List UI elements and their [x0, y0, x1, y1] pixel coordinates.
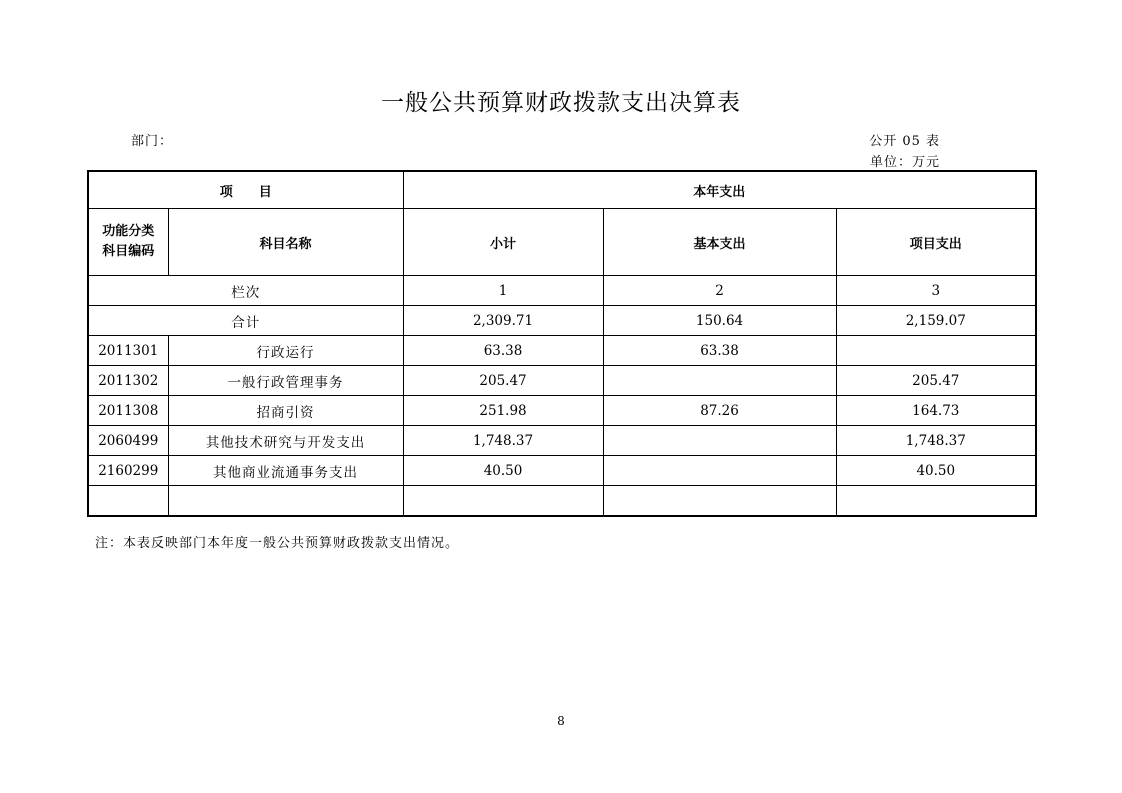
row-project: [836, 336, 1036, 366]
department-label: 部门：: [131, 134, 174, 149]
row-basic: [603, 456, 836, 486]
row-subtotal: 40.50: [403, 456, 603, 486]
header-subject-name: 科目名称: [168, 209, 403, 276]
table-row: [88, 336, 1036, 366]
total-label: 合计: [88, 306, 403, 336]
table-row: [88, 426, 1036, 456]
header-current-year: 本年支出: [403, 171, 1036, 209]
row-basic: [603, 486, 836, 517]
total-row: [88, 306, 1036, 336]
row-code: 2011308: [88, 396, 168, 426]
header-func-code: [88, 209, 168, 276]
total-basic: 150.64: [603, 306, 836, 336]
row-subtotal: 1,748.37: [403, 426, 603, 456]
row-name: 其他商业流通事务支出: [168, 456, 403, 486]
row-name: [168, 486, 403, 517]
total-subtotal: 2,309.71: [403, 306, 603, 336]
row-project: [836, 486, 1036, 517]
header-row-2: [88, 209, 1036, 276]
column-number-3: 3: [836, 276, 1036, 306]
table-row: [88, 396, 1036, 426]
row-project: 205.47: [836, 366, 1036, 396]
header-row-1: [88, 171, 1036, 209]
row-project: 164.73: [836, 396, 1036, 426]
header-basic: 基本支出: [603, 209, 836, 276]
row-code: 2011301: [88, 336, 168, 366]
row-code: 2060499: [88, 426, 168, 456]
page-title: 一般公共预算财政拨款支出决算表: [381, 90, 741, 116]
row-name: 招商引资: [168, 396, 403, 426]
column-number-row: [88, 276, 1036, 306]
row-subtotal: [403, 486, 603, 517]
page-number: 8: [557, 714, 565, 728]
row-subtotal: 251.98: [403, 396, 603, 426]
table-row-empty: [88, 486, 1036, 517]
row-basic: [603, 426, 836, 456]
row-name: 其他技术研究与开发支出: [168, 426, 403, 456]
row-code: 2160299: [88, 456, 168, 486]
footnote: 注：本表反映部门本年度一般公共预算财政拨款支出情况。: [95, 536, 460, 551]
row-subtotal: 63.38: [403, 336, 603, 366]
column-number-1: 1: [403, 276, 603, 306]
table-row: [88, 366, 1036, 396]
header-func-code-line2: 科目编码: [102, 244, 155, 259]
row-name: 行政运行: [168, 336, 403, 366]
expenditure-table: [87, 170, 1037, 517]
total-project: 2,159.07: [836, 306, 1036, 336]
row-project: 40.50: [836, 456, 1036, 486]
row-basic: 87.26: [603, 396, 836, 426]
table-row: [88, 456, 1036, 486]
row-name: 一般行政管理事务: [168, 366, 403, 396]
row-code: [88, 486, 168, 517]
header-func-code-line1: 功能分类: [102, 224, 155, 239]
header-subtotal: 小计: [403, 209, 603, 276]
header-item: 项 目: [88, 171, 403, 209]
table-number: 公开 05 表: [869, 134, 940, 149]
column-number-label: 栏次: [88, 276, 403, 306]
column-number-2: 2: [603, 276, 836, 306]
row-project: 1,748.37: [836, 426, 1036, 456]
row-basic: 63.38: [603, 336, 836, 366]
header-project: 项目支出: [836, 209, 1036, 276]
row-subtotal: 205.47: [403, 366, 603, 396]
row-basic: [603, 366, 836, 396]
unit-label: 单位：万元: [869, 155, 940, 170]
row-code: 2011302: [88, 366, 168, 396]
